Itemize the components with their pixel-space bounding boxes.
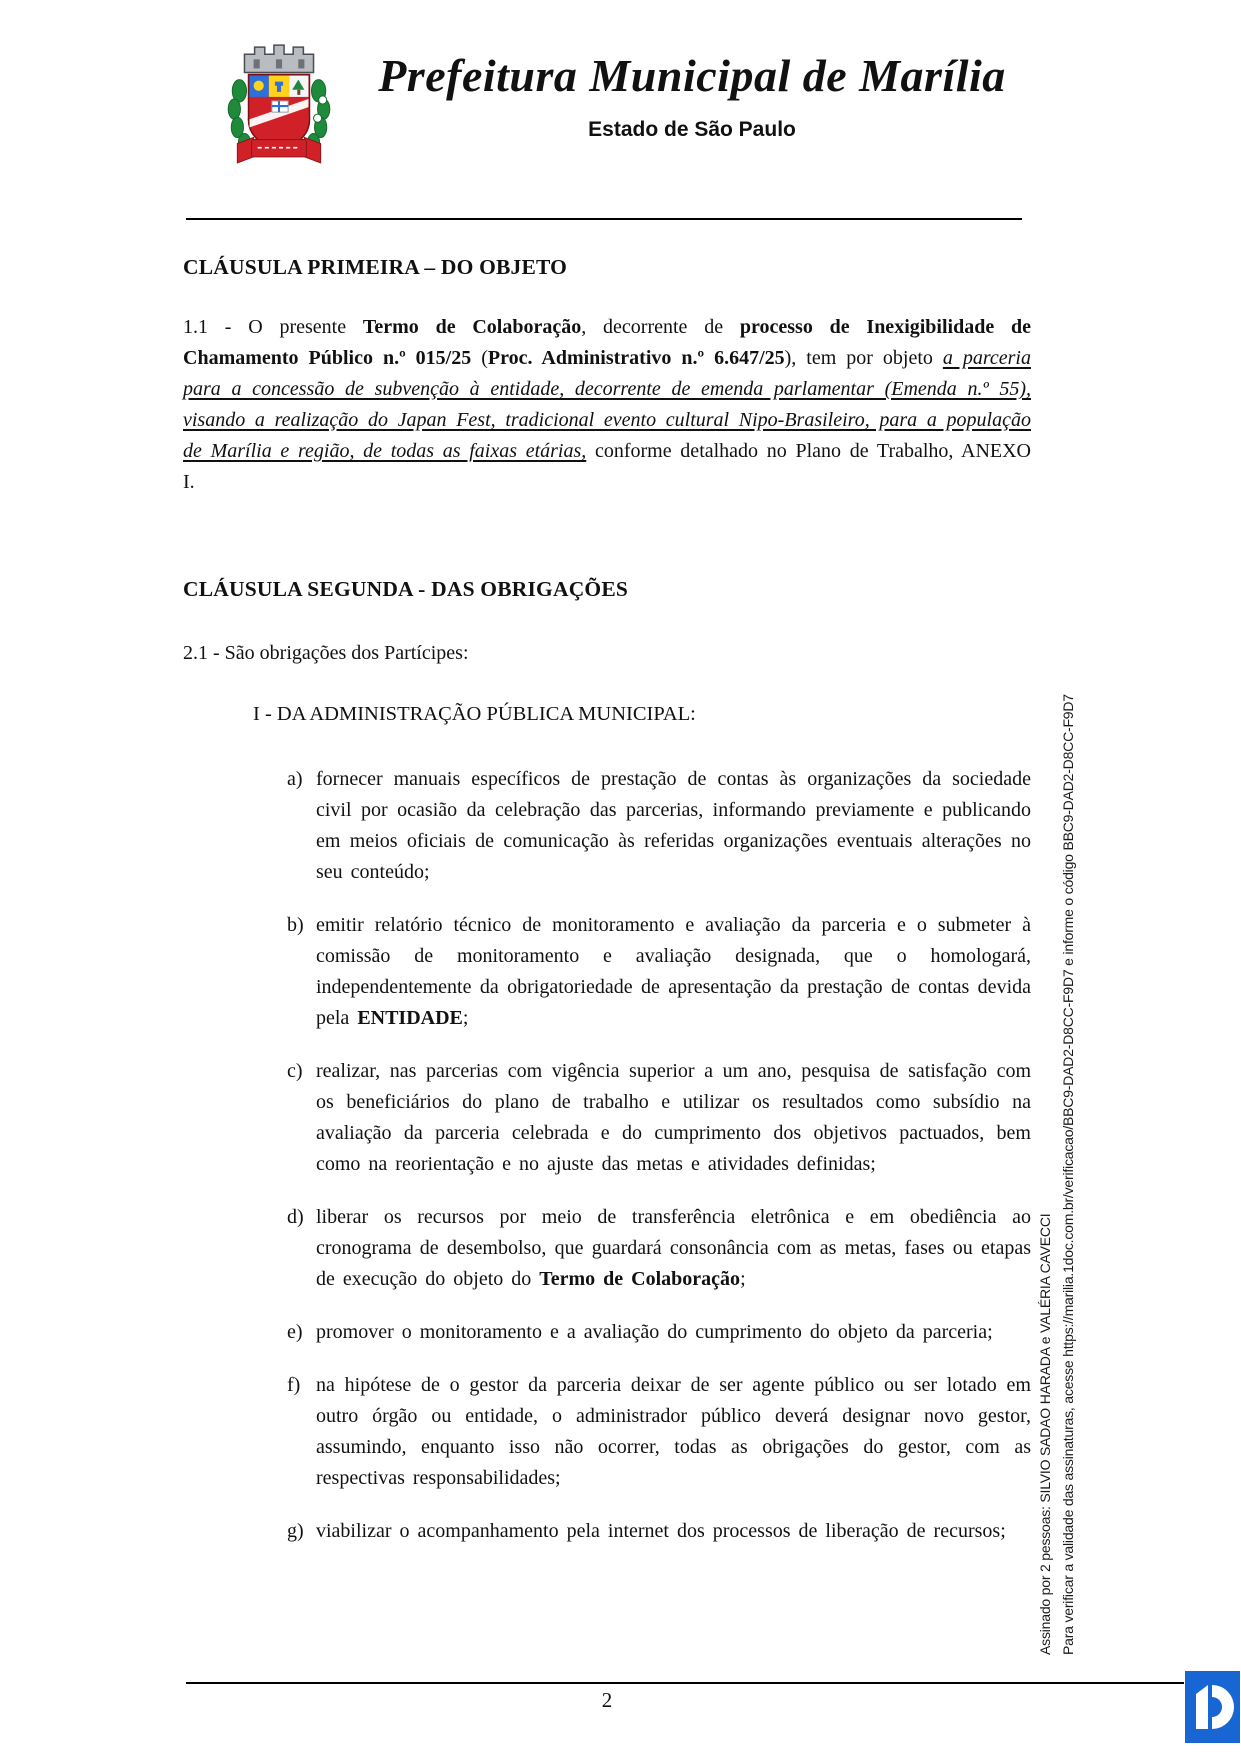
text-run: na hipótese de o gestor da parceria deixar de ser agente público ou ser lotado em outro órgão ou entidade, o administrador público deverá designar novo gestor, assumindo, enquanto isso não ocorrer, todas as obrigações do gestor, com as respectivas responsabilidades; [316, 1374, 1031, 1489]
obligation-item-text [316, 1206, 1031, 1290]
obligation-item-text [316, 914, 1031, 1029]
clause2-heading: CLÁUSULA SEGUNDA - DAS OBRIGAÇÕES [183, 577, 629, 601]
bold-text-run: Proc. Administrativo n.º 6.647/25 [487, 347, 785, 369]
marilia-coat-of-arms-icon [224, 38, 334, 168]
obligations-list [183, 764, 1031, 1547]
clause2-intro: 2.1 - São obrigações dos Partícipes: [183, 642, 469, 664]
text-run: realizar, nas parcerias com vigência superior a um ano, pesquisa de satisfação com os beneficiários do plano de trabalho e utilizar os resultados como subsídio na avaliação da parceria celebrada e do cumprimento dos objetivos pactuados, bem como na reorientação e no ajuste das metas e atividades definidas; [316, 1060, 1031, 1175]
text-run: , decorrente de [581, 316, 740, 338]
clause1-heading: CLÁUSULA PRIMEIRA – DO OBJETO [183, 255, 568, 279]
obligation-item-text [316, 1321, 993, 1343]
header-subtitle: Estado de São Paulo [588, 117, 796, 141]
text-run: conforme detalhado no Plano de Trabalho, ANEXO I. [183, 440, 1031, 493]
obligation-item-label: c) [287, 1060, 303, 1082]
page-title: Prefeitura Municipal de Marília [378, 50, 1006, 101]
text-run: promover o monitoramento e a avaliação do cumprimento do objeto da parceria; [316, 1321, 993, 1343]
obligation-item-a [183, 764, 1031, 888]
obligation-item-label: b) [287, 914, 304, 936]
obligation-item-g [183, 1516, 1031, 1547]
header-divider [186, 218, 1022, 220]
obligation-item-label: d) [287, 1206, 304, 1228]
bold-text-run: processo de Inexigibilidade de Chamamento Público n.º 015/25 [183, 316, 1032, 369]
bold-text-run: Termo de Colaboração [362, 316, 582, 338]
obligation-item-b [183, 910, 1031, 1034]
italic-underline-text-run: a parceria para a concessão de subvenção à entidade, decorrente de emenda parlamentar (Emenda n.º 55), visando a realização do Japan Fest, tradicional evento cultural Nipo-Brasileiro, para a população de Marília e região, de todas as faixas etárias, [183, 347, 1031, 462]
footer-divider [186, 1682, 1184, 1684]
obligation-item-text [316, 1374, 1031, 1489]
text-run: liberar os recursos por meio de transferência eletrônica e em obediência ao cronograma de desembolso, que guardará consonância com as metas, fases ou etapas de execução do objeto do [316, 1206, 1031, 1290]
signature-verification-vertical-text: Para verificar a validade das assinaturas, acesse https://marilia.1doc.com.br/verificacao/BBC9-DAD2-D8CC-F9D7 e informe o código BBC9-DAD2-D8CC-F9D7 [1060, 694, 1076, 1655]
obligation-item-d [183, 1202, 1031, 1295]
obligation-item-f [183, 1370, 1031, 1494]
text-run: 1.1 - O presente [183, 316, 363, 338]
obligation-item-label: f) [287, 1374, 301, 1396]
obligation-item-text [316, 768, 1031, 883]
text-run: ; [462, 1007, 469, 1029]
text-run: viabilizar o acompanhamento pela internet dos processos de liberação de recursos; [316, 1520, 1006, 1542]
text-run: ( [471, 347, 488, 369]
text-run: emitir relatório técnico de monitoramento e avaliação da parceria e o submeter à comissão de monitoramento e avaliação designada, que o homologará, independentemente da obrigatoriedade de apresentação da prestação de contas devida pela [316, 914, 1031, 1029]
obligation-item-e [183, 1317, 1031, 1348]
page-number: 2 [601, 1688, 613, 1712]
obligation-item-c [183, 1056, 1031, 1180]
obligation-item-label: e) [287, 1321, 303, 1343]
text-run: fornecer manuais específicos de prestação de contas às organizações da sociedade civil por ocasião da celebração das parcerias, informando previamente e publicando em meios oficiais de comunicação às referidas organizações eventuais alterações no seu conteúdo; [316, 768, 1031, 883]
bold-text-run: ENTIDADE [357, 1007, 463, 1029]
signature-signers-vertical-text: Assinado por 2 pessoas: SILVIO SADAO HARADA e VALÉRIA CAVECCI [1037, 1213, 1053, 1655]
obligation-item-label: g) [287, 1520, 304, 1542]
obligation-item-text [316, 1520, 1006, 1542]
obligation-item-text [316, 1060, 1031, 1175]
text-run: ; [740, 1268, 746, 1290]
bold-text-run: Termo de Colaboração [539, 1268, 741, 1290]
clause2-section-heading: I - DA ADMINISTRAÇÃO PÚBLICA MUNICIPAL: [253, 703, 696, 725]
text-run: ), tem por objeto [784, 347, 943, 369]
document-body [183, 240, 1031, 1569]
clause1-paragraph [183, 312, 1031, 498]
1doc-logo-icon [1185, 1671, 1240, 1743]
obligation-item-label: a) [287, 768, 303, 790]
header [356, 50, 1028, 142]
